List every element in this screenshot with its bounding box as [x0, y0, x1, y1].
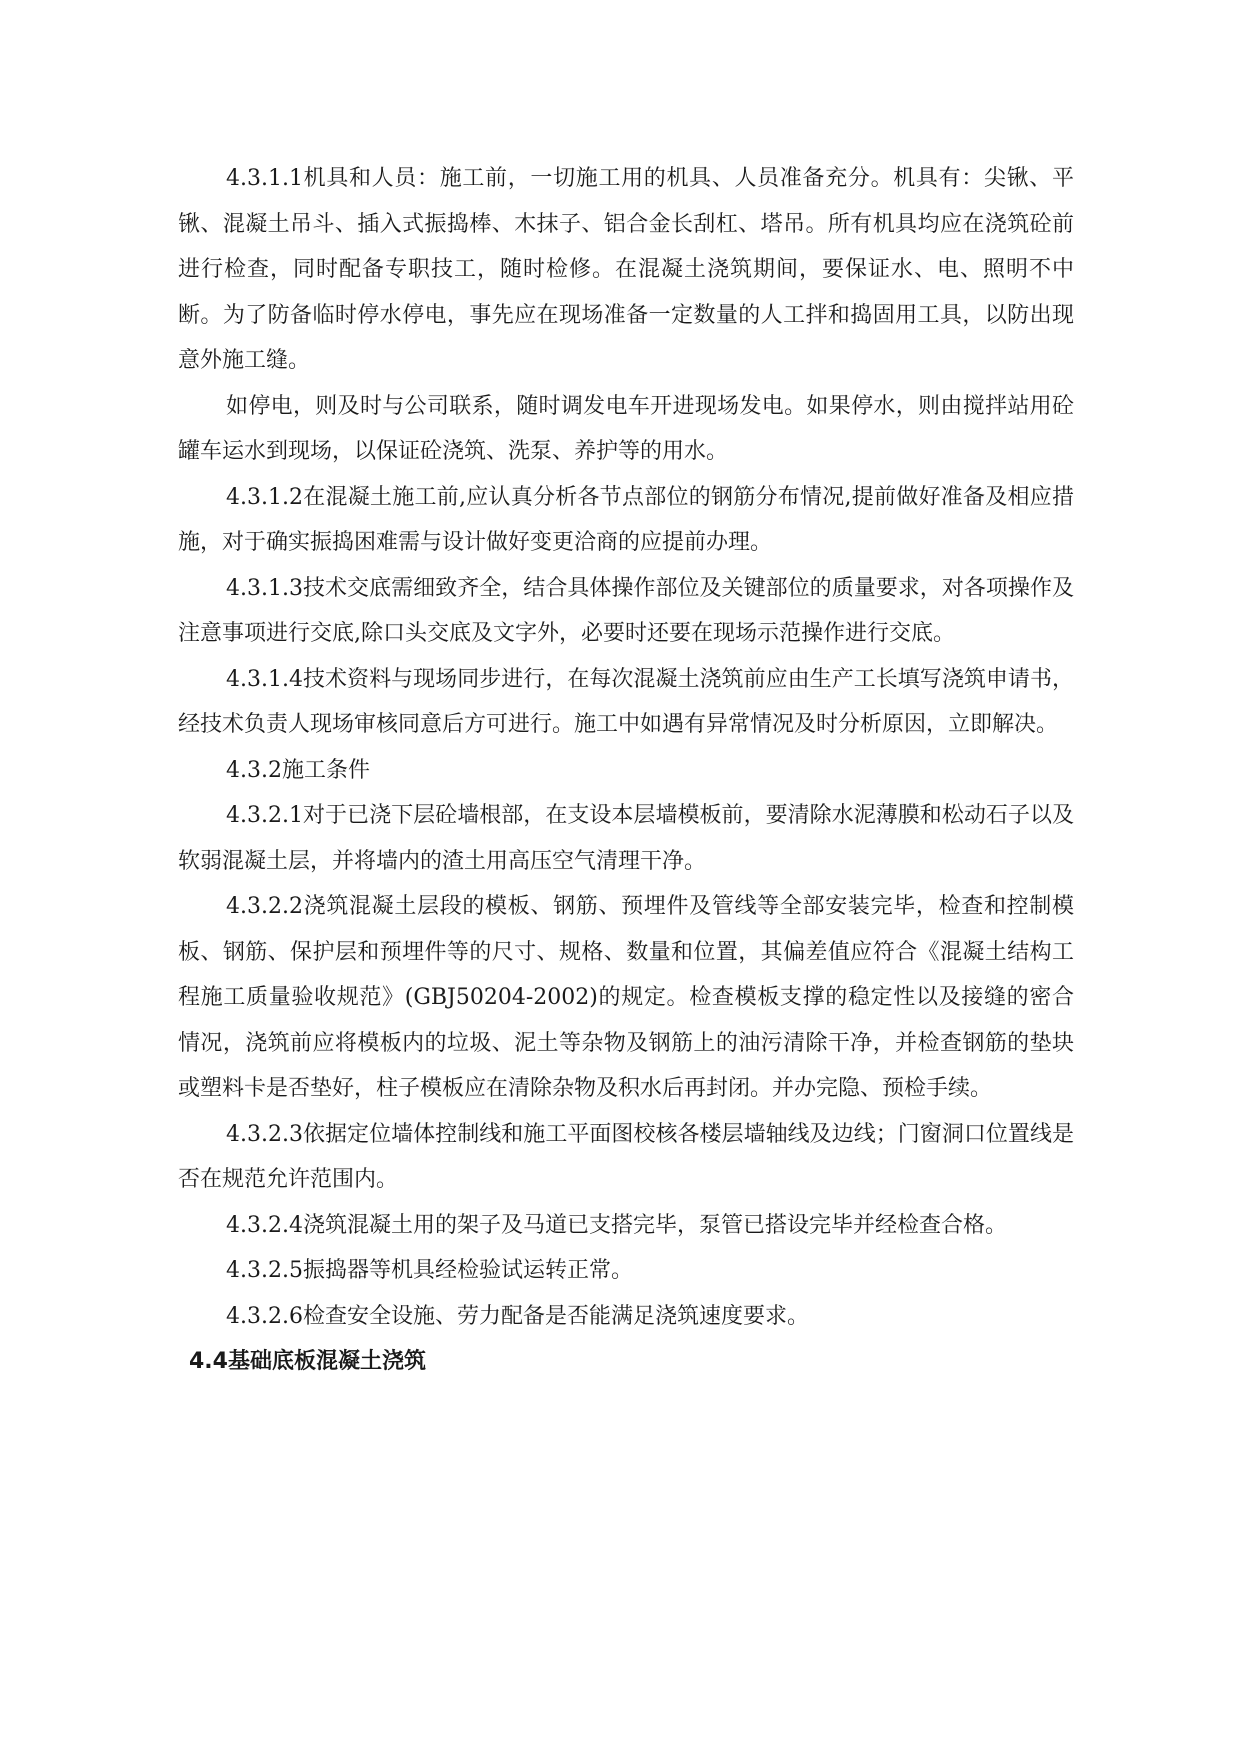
paragraph-4-3-2-5: 4.3.2.5振捣器等机具经检验试运转正常。	[226, 1258, 633, 1283]
paragraph-4-3-2-6: 4.3.2.6检查安全设施、劳力配备是否能满足浇筑速度要求。	[226, 1303, 809, 1329]
paragraph-4-3-2-1: 4.3.2.1对于已浇下层砼墙根部，在支设本层墙模板前，要清除水泥薄膜和松动石子以及软弱混凝土层，并将墙内的渣土用高压空气清理干净。	[178, 803, 1074, 874]
paragraph-4-3-1-1: 4.3.1.1机具和人员：施工前，一切施工用的机具、人员准备充分。机具有：尖锹、平锹、混凝土吊斗、插入式振捣棒、木抹子、铝合金长刮杠、塔吊。所有机具均应在浇筑砼前进行检查，同时配备专职技工，随时检修。在混凝土浇筑期间，要保证水、电、照明不中断。为了防备临时停水停电，事先应在现场准备一定数量的人工拌和捣固用工具，以防出现意外施工缝。	[178, 166, 1074, 373]
paragraph-power-outage: 如停电，则及时与公司联系，随时调发电车开进现场发电。如果停水，则由搅拌站用砼罐车运水到现场，以保证砼浇筑、洗泵、养护等的用水。	[178, 393, 1074, 464]
subheading-4-3-2: 4.3.2施工条件	[226, 757, 370, 783]
paragraph-4-3-1-2: 4.3.1.2在混凝土施工前,应认真分析各节点部位的钢筋分布情况,提前做好准备及相应措施，对于确实振捣困难需与设计做好变更洽商的应提前办理。	[178, 484, 1074, 555]
paragraph-4-3-1-4: 4.3.1.4技术资料与现场同步进行，在每次混凝土浇筑前应由生产工长填写浇筑申请书，经技术负责人现场审核同意后方可进行。施工中如遇有异常情况及时分析原因，立即解决。	[178, 666, 1074, 737]
paragraph-4-3-2-3: 4.3.2.3依据定位墙体控制线和施工平面图校核各楼层墙轴线及边线；门窗洞口位置线是否在规范允许范围内。	[178, 1121, 1074, 1192]
section-heading-4-4: 4.4基础底板混凝土浇筑	[189, 1349, 426, 1374]
paragraph-4-3-2-2: 4.3.2.2浇筑混凝土层段的模板、钢筋、预埋件及管线等全部安装完毕，检查和控制模板、钢筋、保护层和预埋件等的尺寸、规格、数量和位置，其偏差值应符合《混凝土结构工程施工质量验收规范》(GBJ50204-2002)的规定。检查模板支撑的稳定性以及接缝的密合情况，浇筑前应将模板内的垃圾、泥土等杂物及钢筋上的油污清除干净，并检查钢筋的垫块或塑料卡是否垫好，柱子模板应在清除杂物及积水后再封闭。并办完隐、预检手续。	[178, 894, 1074, 1101]
document-body	[178, 156, 1074, 1385]
paragraph-4-3-2-4: 4.3.2.4浇筑混凝土用的架子及马道已支搭完毕，泵管已搭设完毕并经检查合格。	[226, 1212, 1007, 1238]
paragraph-4-3-1-3: 4.3.1.3技术交底需细致齐全，结合具体操作部位及关键部位的质量要求，对各项操作及注意事项进行交底,除口头交底及文字外，必要时还要在现场示范操作进行交底。	[178, 575, 1074, 646]
